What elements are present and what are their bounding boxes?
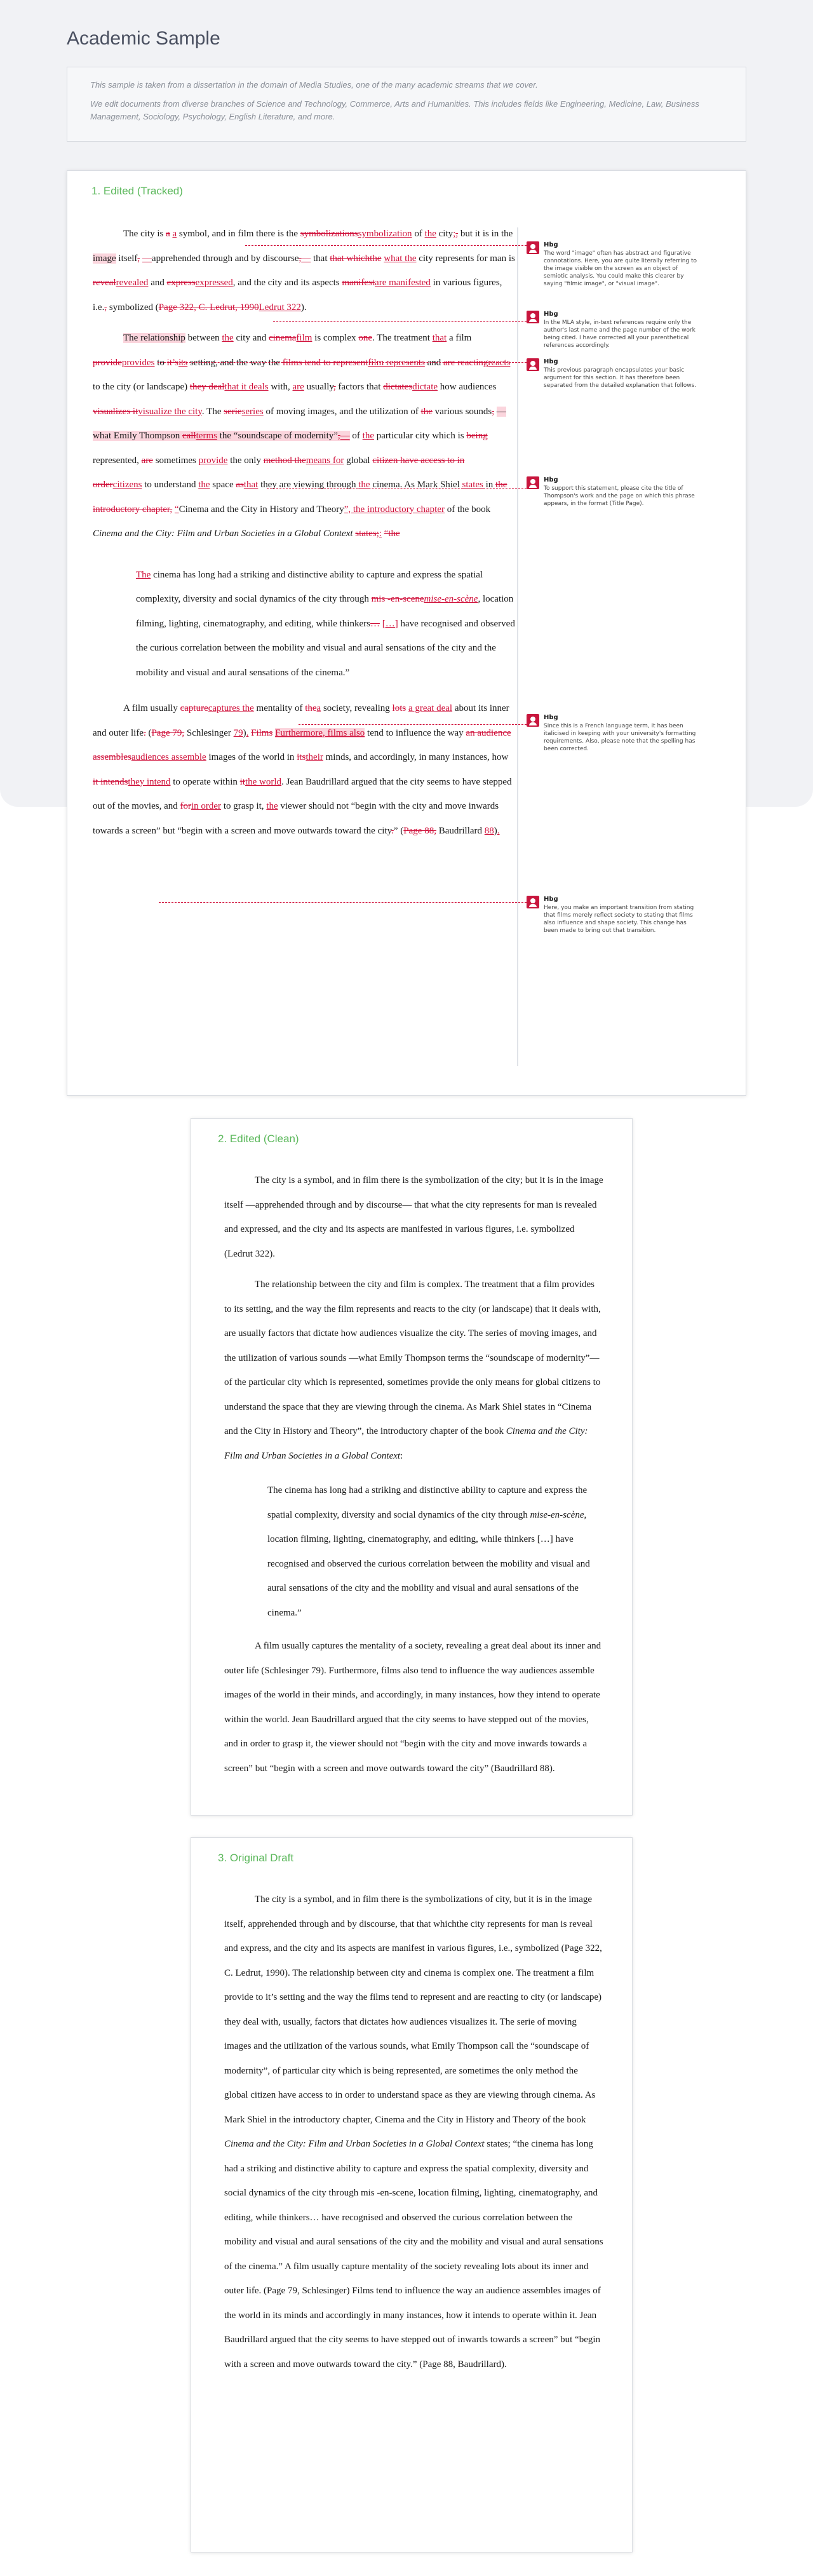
- comment-text: In the MLA style, in-text references require only the author's last name and the page number of the work being cited. I have corrected all your parenthetical references accordingly.: [544, 320, 695, 349]
- clean-document: [224, 1168, 604, 1781]
- section-title: 1. Edited (Tracked): [91, 185, 183, 197]
- book-title: Cinema and the City: Film and Urban Societies in a Global Context: [224, 2139, 485, 2149]
- user-avatar-icon: [527, 241, 539, 254]
- comment-bubble[interactable]: [527, 358, 708, 396]
- tracked-paragraph: A film usually capturecaptures the mentality of thea society, revealing lots a great deal about its inner and outer life. (Page 79, Schlesinger 79). Films Furthermore, films also tend to influence the way an audience assemblesaudiences assemble images of the world in itstheir minds, and accordingly, in many instances, how it intendsthey intend to operate within itthe world. Jean Baudrillard argued that the city seems to have stepped out of the movies, and forin order to grasp it, the viewer should not “begin with the city and move inwards towards a screen” but “begin with a screen and move outwards toward the city.” (Page 88, Baudrillard 88).: [93, 703, 512, 836]
- user-avatar-icon: [527, 311, 539, 323]
- comment-connector: [299, 724, 527, 725]
- clean-paragraph: A film usually captures the mentality of a society, revealing a great deal about its inner and outer life (Schlesinger 79). Furthermore, films also tend to influence the way audiences assemble images of the world in their minds, and accordingly, in many instances, how they intend to operate within the world. Jean Baudrillard argued that the city seems to have stepped out of the movies, and in order to grasp it, the viewer should not “begin with the city and move inwards towards a screen” but “begin with a screen and move outwards toward the city” (Baudrillard 88).: [224, 1641, 601, 1774]
- tracked-card: [67, 170, 746, 1096]
- section-title: 2. Edited (Clean): [218, 1133, 299, 1145]
- tracked-paragraph: The relationship between the city and cinemafilm is complex one. The treatment that a film provideprovides to it’sits setting, and the way the films tend to representfilm represents and are reactingreacts to the city (or landscape) they dealthat it deals with, are usually, factors that dictatesdictate how audiences visualizes itvisualize the city. The serieseries of moving images, and the utilization of the various sounds, —what Emily Thompson callterms the “soundscape of modernity”,— of the particular city which is being represented, are sometimes provide the only method themeans for global citizen have access to in ordercitizens to understand the space asthat they are viewing through the cinema. As Mark Shiel states in the introductory chapter, “Cinema and the City in History and Theory”, the introductory chapter of the book Cinema and the City: Film and Urban Societies in a Global Context states;: “the: [93, 333, 511, 539]
- comment-bubble[interactable]: [527, 476, 708, 515]
- comment-pane-divider: [517, 227, 518, 1066]
- comment-bubble[interactable]: [527, 311, 708, 349]
- tracked-document: [93, 222, 515, 843]
- comment-connector: [273, 321, 527, 322]
- comment-text: The word "image" often has abstract and figurative connotations. Here, you are quite literally referring to the image visible on the screen as an object of semiotic analysis. You could make this clearer by saying "filmic image", or "visual image".: [544, 250, 697, 287]
- original-text: The city is a symbol, and in film there is the symbolizations of city, but it is in the image itself, apprehended through and by discourse, that that whichthe city represents for man is reveal and express, and the city and its aspects are manifest in various figures, i.e., symbolized (Page 322, C. Ledrut, 1990). The relationship between city and cinema is complex one. The treatment a film provide to it’s setting and the way the films tend to represent and are reacting to city (or landscape) they deal with, usually, factors that dictates how audiences visualizes it. The serie of moving images and the utilization of the various sounds, what Emily Thompson call the “soundscape of modernity”, of particular city which is being represented, are sometimes the only method the global citizen have access to in order to understand space as they are viewing through cinema. As Mark Shiel in the introductory chapter, Cinema and the City in History and Theory of the book: [224, 1894, 602, 2125]
- comment-connector: [158, 362, 527, 363]
- comment-author: Hbg: [544, 896, 558, 903]
- page-title: Academic Sample: [67, 28, 220, 49]
- user-avatar-icon: [527, 896, 539, 908]
- french-term: mise-en-scène: [530, 1509, 584, 1520]
- comment-text: To support this statement, please cite the title of Thompson's work and the page on which this phrase appears, in the format (Title Page).: [544, 485, 695, 507]
- original-card: [191, 1837, 633, 2552]
- clean-text: The cinema has long had a striking and distinctive ability to capture and express the spatial complexity, diversity and social dynamics of the city through: [267, 1485, 588, 1520]
- clean-paragraph: [224, 1272, 604, 1468]
- intro-text: We edit documents from diverse branches of Science and Technology, Commerce, Arts and Humanities. This includes fields like Engineering, Medicine, Law, Business Management, Sociology, Psychology, English Literature, and more.: [90, 99, 699, 121]
- section-title: 3. Original Draft: [218, 1852, 294, 1864]
- clean-quote: [224, 1478, 604, 1625]
- clean-text: , location filming, lighting, cinematography, and editing, while thinkers […] have recognised and observed the curious correlation between the mobility and visual and aural sensations of the city and the mobility and visual and aural sensations of the cinema.”: [267, 1509, 590, 1618]
- clean-text: :: [400, 1450, 403, 1461]
- comment-author: Hbg: [544, 311, 558, 318]
- user-avatar-icon: [527, 476, 539, 489]
- comment-text: Since this is a French language term, it has been italicised in keeping with your university's formatting requirements. Also, please note that the spelling has been corrected.: [544, 723, 696, 752]
- user-avatar-icon: [527, 714, 539, 727]
- comment-bubble[interactable]: [527, 241, 708, 292]
- intro-box: [67, 67, 746, 142]
- tracked-quote: The cinema has long had a striking and distinctive ability to capture and express the spatial complexity, diversity and social dynamics of the city through mis -en-scenemise-en-scène, location filming, lighting, cinematography, and editing, while thinkers… […] have recognised and observed the curious correlation between the mobility and visual and aural sensations of the city and the mobility and visual and aural sensations of the cinema.”: [136, 569, 515, 678]
- comment-connector: [245, 245, 527, 246]
- clean-text: The relationship between the city and film is complex. The treatment that a film provides to its setting, and the way the film represents and reacts to the city (or landscape) that it deals with, are usually factors that dictate how audiences visualize the city. The series of moving images, and the utilization of various sounds —what Emily Thompson terms the “soundscape of modernity”— of the particular city which is represented, sometimes provide the only means for global citizens to understand the space that they are viewing through the cinema. As Mark Shiel states in “Cinema and the City in History and Theory”, the introductory chapter of the book: [224, 1279, 601, 1436]
- comment-bubble[interactable]: [527, 714, 708, 752]
- comment-bubble[interactable]: [527, 896, 708, 934]
- comment-author: Hbg: [544, 241, 558, 248]
- clean-paragraph: The city is a symbol, and in film there is the symbolization of the city; but it is in the image itself —apprehended through and by discourse— that what the city represents for man is revealed and expressed, and the city and its aspects are manifested in various figures, i.e. symbolized (Ledrut 322).: [224, 1175, 603, 1259]
- clean-card: [191, 1118, 633, 1816]
- original-document: [224, 1887, 604, 2377]
- tracked-paragraph: The city is a a symbol, and in film there is the symbolizationssymbolization of the city;, but it is in the image itself, —apprehended through and by discourse,— that that whichthe what the city represents for man is revealrevealed and expressexpressed, and the city and its aspects manifestare manifested in various figures, i.e., symbolized (Page 322, C. Ledrut, 1990Ledrut 322).: [93, 229, 515, 313]
- comment-text: Here, you make an important transition from stating that films merely reflect society to stating that films also influence and shape society. This change has been made to bring out that transition.: [544, 905, 694, 934]
- intro-text: This sample is taken from a dissertation in the domain of Media Studies, one of the many academic streams that we cover.: [90, 80, 538, 90]
- comment-connector: [159, 902, 527, 903]
- book-title: Cinema and the City: Film and Urban Societies in a Global Context: [224, 1426, 588, 1461]
- comment-author: Hbg: [544, 714, 558, 721]
- comment-text: This previous paragraph encapsulates your basic argument for this section. It has therefore been separated from the detailed explanation that follows.: [544, 367, 697, 389]
- comment-author: Hbg: [544, 476, 558, 483]
- original-text: states; “the cinema has long had a striking and distinctive ability to capture and express the spatial complexity, diversity and social dynamics of the city through mis -en-scene, location filming, lighting, cinematography, and editing, while thinkers… have recognised and observed the curious correlation between the mobility and visual and aural sensations of the city and the mobility and visual and aural sensations of the cinema.” A film usually capture mentality of the society revealing lots about its inner and outer life. (Page 79, Schlesinger) Films tend to influence the way an audience assembles images of the world in its minds and accordingly in many instances, how it intends to operate within it. Jean Baudrillard argued that the city seems to have stepped out of inwards towards a screen” but “begin with a screen and move outwards toward the city.” (Page 88, Baudrillard).: [224, 2139, 603, 2370]
- comment-connector: [267, 488, 527, 489]
- comment-author: Hbg: [544, 358, 558, 365]
- original-paragraph: [224, 1887, 604, 2377]
- user-avatar-icon: [527, 358, 539, 371]
